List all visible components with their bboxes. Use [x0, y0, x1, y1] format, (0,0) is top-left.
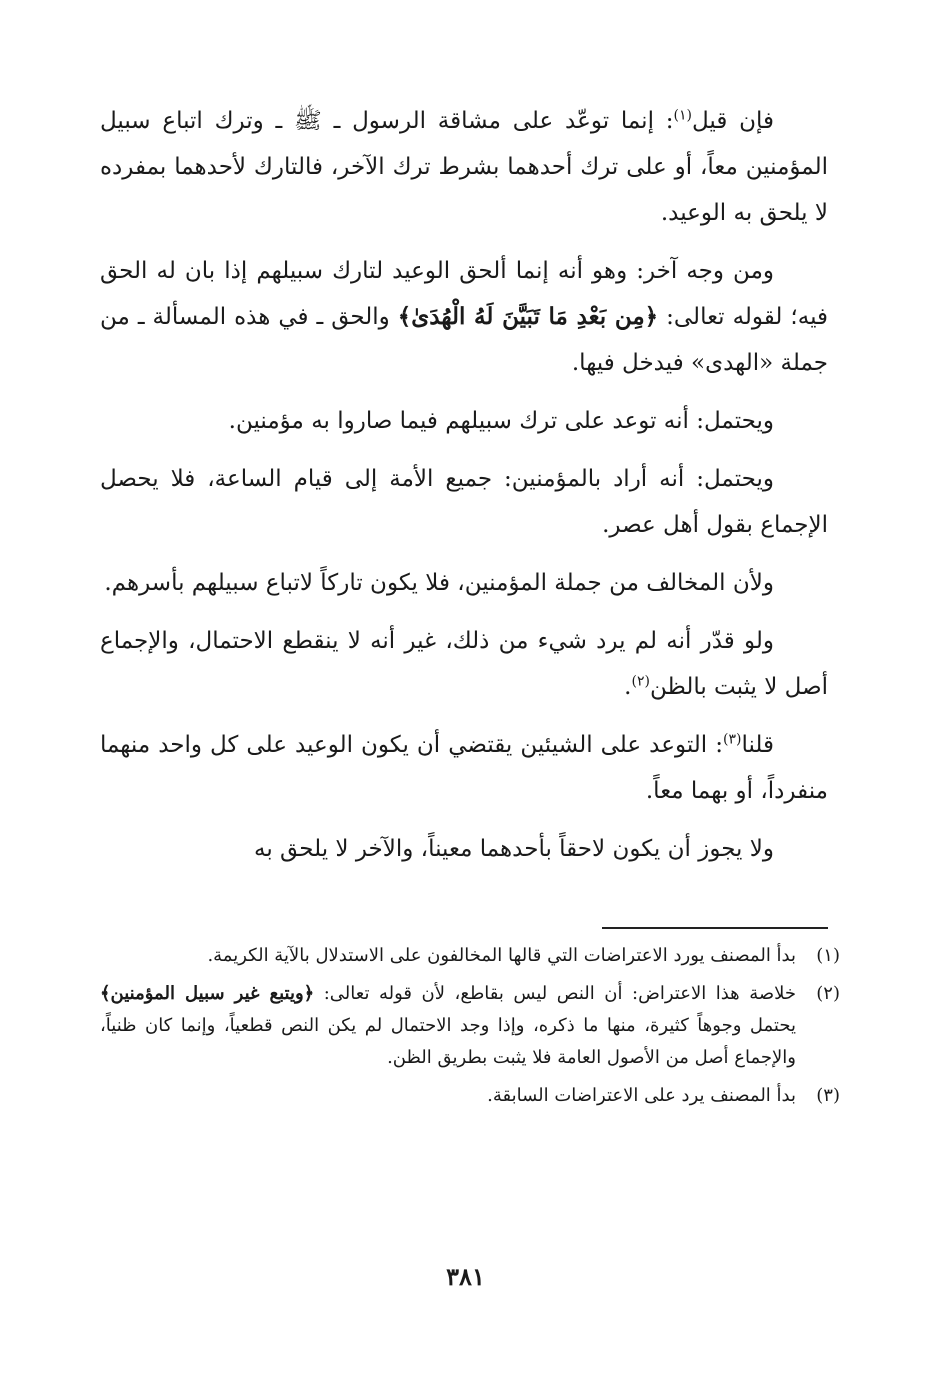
- paragraph-7: قلنا$^{(٣)}$: التوعد على الشيئين يقتضي أن يكون الوعيد على كل واحد منهما منفرداً، أو بهما معاً.: [100, 731, 828, 804]
- quran-quote: ﴿مِن بَعْدِ مَا تَبَيَّنَ لَهُ الْهُدَىٰ﴾: [397, 303, 659, 330]
- footnote-number: (١): [816, 945, 840, 966]
- footnote-ref-3[interactable]: (٣): [722, 731, 742, 748]
- footnote-divider: [602, 927, 828, 929]
- footnote-number: (٢): [816, 983, 840, 1004]
- paragraph-3: ويحتمل: أنه توعد على ترك سبيلهم فيما صاروا به مؤمنين.: [228, 408, 774, 434]
- main-text: [100, 98, 828, 872]
- footnotes: [100, 940, 840, 1118]
- footnote-number: (٣): [816, 1085, 840, 1106]
- footnote-2: (٢) خلاصة هذا الاعتراض: أن النص ليس بقاطع، لأن قوله تعالى: ﴿ويتبع غير سبيل المؤمنين﴾ يحتمل وجوهاً كثيرة، منها ما ذكره، وإذا وجد الاحتمال لم يكن النص قطعياً، وإنما كان ظنياً، والإجماع أصل من الأصول العامة فلا يثبت بطريق الظن.: [100, 978, 840, 1074]
- footnote-3: (٣) بدأ المصنف يرد على الاعتراضات السابقة.: [100, 1080, 840, 1112]
- paragraph-6: ولو قدّر أنه لم يرد شيء من ذلك، غير أنه لا ينقطع الاحتمال، والإجماع أصل لا يثبت بالظن$^{(٢)}$.: [100, 628, 828, 700]
- footnote-ref-1[interactable]: (١): [673, 107, 692, 124]
- page-number: ٣٨١: [446, 1262, 485, 1291]
- paragraph-1: فإن قيل$^{(١)}$: إنما توعّد على مشاقة الرسول ـ ﷺ ـ وترك اتباع سبيل المؤمنين معاً، أو على ترك أحدهما بشرط ترك الآخر، فالتارك لأحدهما بمفرده لا يلحق به الوعيد.: [100, 107, 828, 226]
- paragraph-5: ولأن المخالف من جملة المؤمنين، فلا يكون تاركاً لاتباع سبيلهم بأسرهم.: [104, 570, 774, 596]
- paragraph-2: ومن وجه آخر: وهو أنه إنما ألحق الوعيد لتارك سبيلهم إذا بان له الحق فيه؛ لقوله تعالى: ﴿مِن بَعْدِ مَا تَبَيَّنَ لَهُ الْهُدَىٰ﴾ والحق ـ في هذه المسألة ـ من جملة «الهدى» فيدخل فيها.: [100, 258, 828, 376]
- paragraph-4: ويحتمل: أنه أراد بالمؤمنين: جميع الأمة إلى قيام الساعة، فلا يحصل الإجماع بقول أهل عصر.: [100, 466, 828, 538]
- quran-quote: ﴿ويتبع غير سبيل المؤمنين﴾: [100, 983, 315, 1004]
- footnote-1: (١) بدأ المصنف يورد الاعتراضات التي قالها المخالفون على الاستدلال بالآية الكريمة.: [100, 940, 840, 972]
- footnote-ref-2[interactable]: (٢): [631, 673, 650, 690]
- paragraph-8: ولا يجوز أن يكون لاحقاً بأحدهما معيناً، والآخر لا يلحق به: [254, 836, 774, 862]
